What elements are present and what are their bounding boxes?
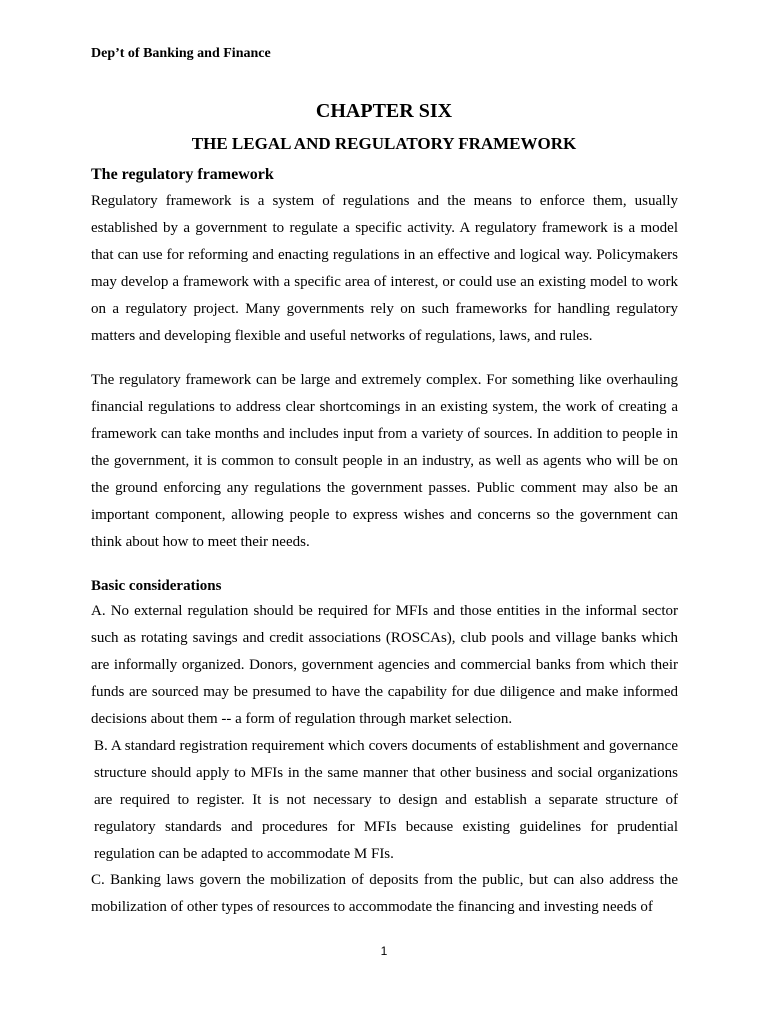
section-heading-basic-considerations: Basic considerations	[91, 578, 222, 594]
chapter-subtitle: THE LEGAL AND REGULATORY FRAMEWORK	[191, 134, 577, 153]
list-item-a: A. No external regulation should be required for MFIs and those entities in the informal sector such as rotating savings and credit associations (ROSCAs), club pools and village banks which are informally organized. Donors, government agencies and commercial banks from which their funds are sourced may be presumed to have the capability for due diligence and make informed decisions about them -- a form of regulation through market selection.	[91, 603, 678, 727]
section-heading-regulatory-framework: The regulatory framework	[91, 166, 274, 183]
page-number: 1	[380, 944, 388, 958]
list-item-c: C. Banking laws govern the mobilization of deposits from the public, but can also address the mobilization of other types of resources to accommodate the financing and investing needs of	[91, 872, 678, 915]
list-item-b: B. A standard registration requirement which covers documents of establishment and governance structure should apply to MFIs in the same manner that other business and social organizations are required to register. It is not necessary to design and establish a separate structure of regulatory standards and procedures for MFIs because existing guidelines for prudential regulation can be adapted to accommodate M FIs.	[94, 738, 678, 862]
paragraph-regulatory-framework-2: The regulatory framework can be large and extremely complex. For something like overhauling financial regulations to address clear shortcomings in an existing system, the work of creating a framework can take months and includes input from a variety of sources. In addition to people in the government, it is common to consult people in an industry, as well as agents who will be on the ground enforcing any regulations the government passes. Public comment may also be an important component, allowing people to express wishes and concerns so the government can think about how to meet their needs.	[91, 372, 678, 550]
chapter-title: CHAPTER SIX	[315, 100, 453, 122]
running-header: Dep’t of Banking and Finance	[91, 46, 271, 61]
paragraph-regulatory-framework-1: Regulatory framework is a system of regulations and the means to enforce them, usually established by a government to regulate a specific activity. A regulatory framework is a model that can use for reforming and enacting regulations in an effective and logical way. Policymakers may develop a framework with a specific area of interest, or could use an existing model to work on a regulatory project. Many governments rely on such frameworks for handling regulatory matters and developing flexible and useful networks of regulations, laws, and rules.	[91, 193, 678, 344]
